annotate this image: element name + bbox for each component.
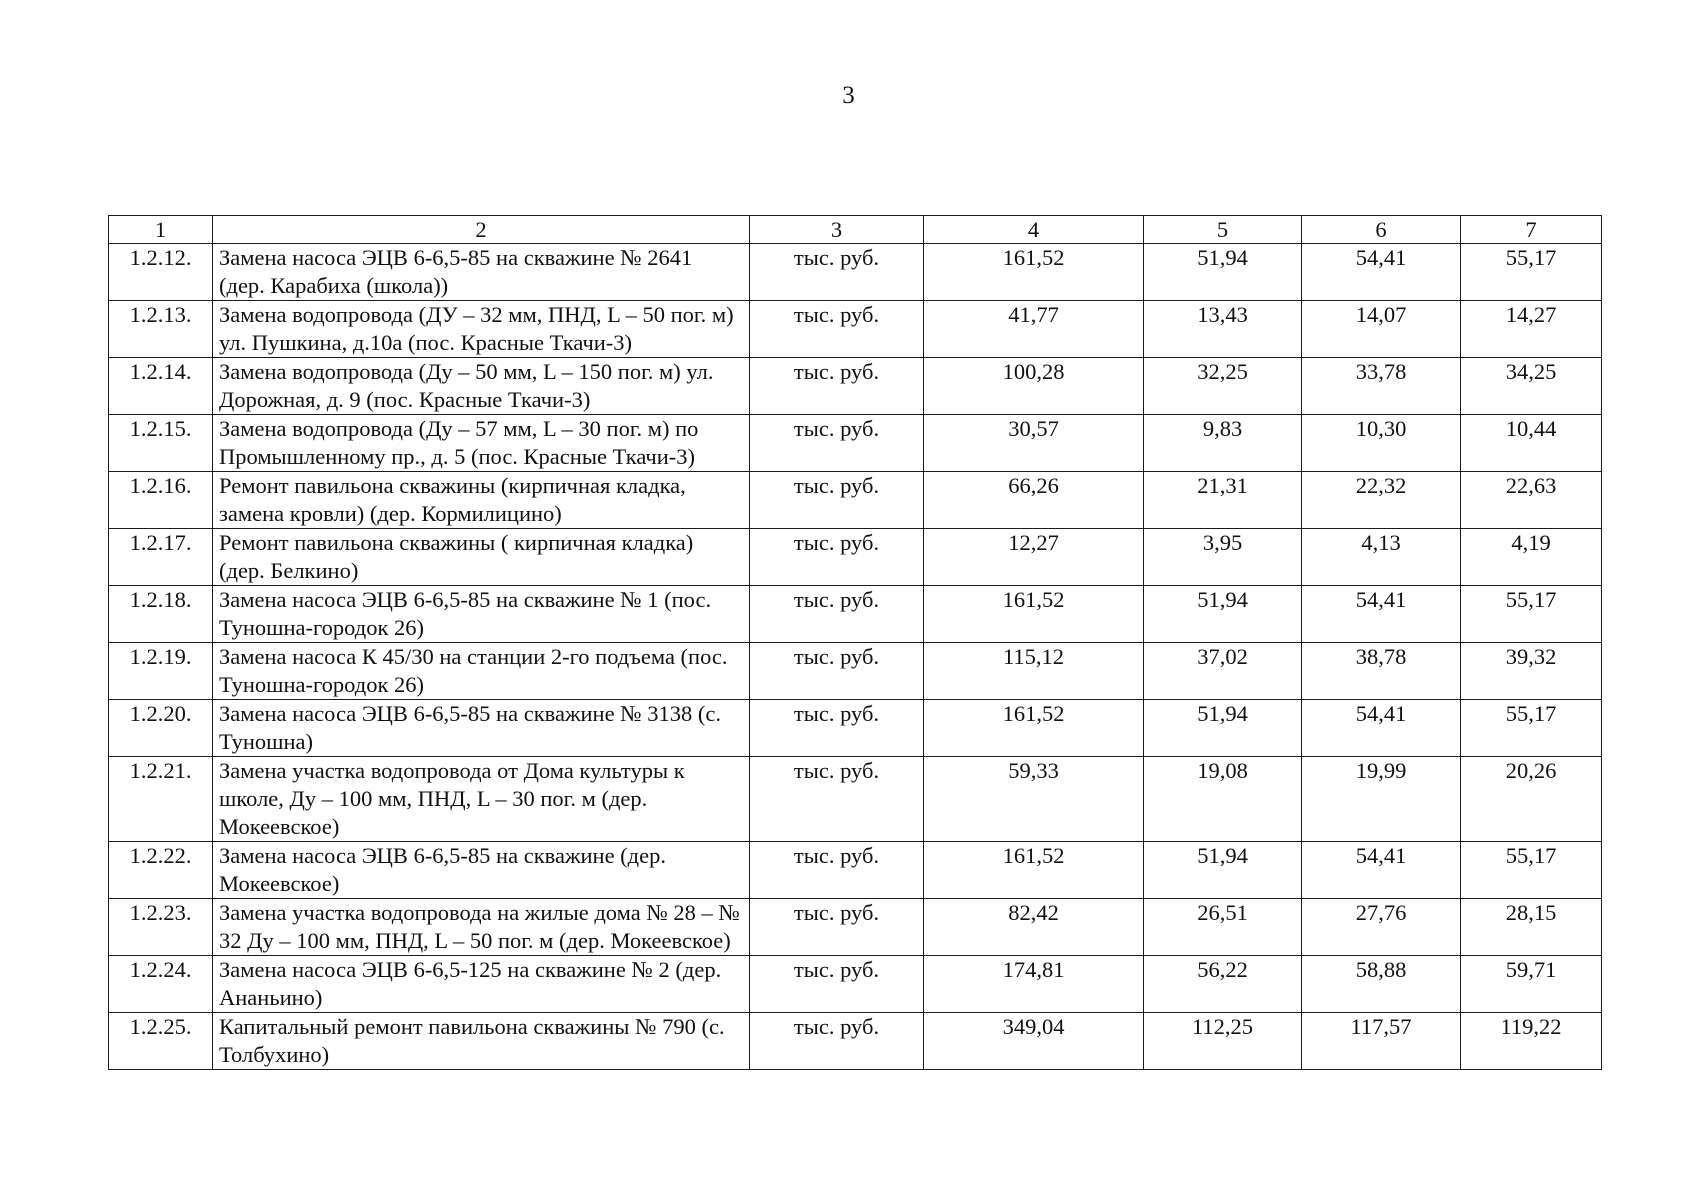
row-number: 1.2.17. xyxy=(109,529,213,586)
value-col-4: 66,26 xyxy=(924,472,1144,529)
unit-of-measure: тыс. руб. xyxy=(750,301,924,358)
column-header: 4 xyxy=(924,216,1144,244)
value-col-4: 41,77 xyxy=(924,301,1144,358)
unit-of-measure: тыс. руб. xyxy=(750,586,924,643)
value-col-4: 115,12 xyxy=(924,643,1144,700)
work-description: Замена участка водопровода от Дома культуры к школе, Ду – 100 мм, ПНД, L – 30 пог. м (дер. Мокеевское) xyxy=(213,757,750,842)
row-number: 1.2.20. xyxy=(109,700,213,757)
table-row xyxy=(109,700,1602,757)
table-row xyxy=(109,586,1602,643)
unit-of-measure: тыс. руб. xyxy=(750,643,924,700)
table-header-row xyxy=(109,216,1602,244)
work-description: Ремонт павильона скважины (кирпичная кладка, замена кровли) (дер. Кормилицино) xyxy=(213,472,750,529)
work-description: Замена насоса ЭЦВ 6-6,5-85 на скважине № 2641 (дер. Карабиха (школа)) xyxy=(213,244,750,301)
value-col-4: 174,81 xyxy=(924,956,1144,1013)
work-description: Замена водопровода (Ду – 57 мм, L – 30 пог. м) по Промышленному пр., д. 5 (пос. Красные Ткачи-3) xyxy=(213,415,750,472)
row-number: 1.2.21. xyxy=(109,757,213,842)
value-col-5: 26,51 xyxy=(1144,899,1302,956)
row-number: 1.2.22. xyxy=(109,842,213,899)
row-number: 1.2.12. xyxy=(109,244,213,301)
value-col-5: 9,83 xyxy=(1144,415,1302,472)
work-description: Замена насоса К 45/30 на станции 2-го подъема (пос. Туношна-городок 26) xyxy=(213,643,750,700)
work-description: Замена насоса ЭЦВ 6-6,5-85 на скважине (дер. Мокеевское) xyxy=(213,842,750,899)
row-number: 1.2.24. xyxy=(109,956,213,1013)
unit-of-measure: тыс. руб. xyxy=(750,757,924,842)
value-col-7: 20,26 xyxy=(1461,757,1602,842)
unit-of-measure: тыс. руб. xyxy=(750,700,924,757)
value-col-6: 14,07 xyxy=(1302,301,1461,358)
value-col-7: 22,63 xyxy=(1461,472,1602,529)
column-header: 5 xyxy=(1144,216,1302,244)
value-col-5: 19,08 xyxy=(1144,757,1302,842)
value-col-5: 112,25 xyxy=(1144,1013,1302,1070)
table-row xyxy=(109,358,1602,415)
work-description: Замена водопровода (ДУ – 32 мм, ПНД, L – 50 пог. м) ул. Пушкина, д.10а (пос. Красные Ткачи-3) xyxy=(213,301,750,358)
value-col-5: 37,02 xyxy=(1144,643,1302,700)
work-description: Замена насоса ЭЦВ 6-6,5-125 на скважине № 2 (дер. Ананьино) xyxy=(213,956,750,1013)
value-col-6: 54,41 xyxy=(1302,586,1461,643)
column-header: 3 xyxy=(750,216,924,244)
value-col-6: 33,78 xyxy=(1302,358,1461,415)
value-col-6: 58,88 xyxy=(1302,956,1461,1013)
value-col-7: 39,32 xyxy=(1461,643,1602,700)
value-col-5: 21,31 xyxy=(1144,472,1302,529)
value-col-7: 28,15 xyxy=(1461,899,1602,956)
table-row xyxy=(109,956,1602,1013)
row-number: 1.2.16. xyxy=(109,472,213,529)
unit-of-measure: тыс. руб. xyxy=(750,529,924,586)
value-col-4: 161,52 xyxy=(924,244,1144,301)
page-number: 3 xyxy=(842,82,855,109)
column-header: 2 xyxy=(213,216,750,244)
value-col-5: 51,94 xyxy=(1144,244,1302,301)
value-col-5: 13,43 xyxy=(1144,301,1302,358)
row-number: 1.2.15. xyxy=(109,415,213,472)
value-col-4: 82,42 xyxy=(924,899,1144,956)
value-col-7: 4,19 xyxy=(1461,529,1602,586)
unit-of-measure: тыс. руб. xyxy=(750,899,924,956)
unit-of-measure: тыс. руб. xyxy=(750,842,924,899)
value-col-7: 14,27 xyxy=(1461,301,1602,358)
value-col-5: 51,94 xyxy=(1144,842,1302,899)
column-header: 7 xyxy=(1461,216,1602,244)
work-description: Замена насоса ЭЦВ 6-6,5-85 на скважине № 3138 (с. Туношна) xyxy=(213,700,750,757)
table-row xyxy=(109,415,1602,472)
unit-of-measure: тыс. руб. xyxy=(750,1013,924,1070)
value-col-7: 59,71 xyxy=(1461,956,1602,1013)
row-number: 1.2.25. xyxy=(109,1013,213,1070)
table-row xyxy=(109,301,1602,358)
value-col-4: 349,04 xyxy=(924,1013,1144,1070)
value-col-4: 100,28 xyxy=(924,358,1144,415)
value-col-6: 19,99 xyxy=(1302,757,1461,842)
value-col-4: 161,52 xyxy=(924,842,1144,899)
unit-of-measure: тыс. руб. xyxy=(750,244,924,301)
value-col-7: 34,25 xyxy=(1461,358,1602,415)
value-col-4: 12,27 xyxy=(924,529,1144,586)
table-row xyxy=(109,244,1602,301)
table-row xyxy=(109,472,1602,529)
table-row xyxy=(109,842,1602,899)
value-col-6: 10,30 xyxy=(1302,415,1461,472)
value-col-6: 27,76 xyxy=(1302,899,1461,956)
value-col-6: 54,41 xyxy=(1302,700,1461,757)
table-row xyxy=(109,529,1602,586)
unit-of-measure: тыс. руб. xyxy=(750,358,924,415)
unit-of-measure: тыс. руб. xyxy=(750,415,924,472)
value-col-4: 59,33 xyxy=(924,757,1144,842)
value-col-6: 38,78 xyxy=(1302,643,1461,700)
work-description: Капитальный ремонт павильона скважины № 790 (с. Толбухино) xyxy=(213,1013,750,1070)
value-col-5: 51,94 xyxy=(1144,586,1302,643)
column-header: 6 xyxy=(1302,216,1461,244)
value-col-6: 54,41 xyxy=(1302,244,1461,301)
table-row xyxy=(109,643,1602,700)
work-description: Замена водопровода (Ду – 50 мм, L – 150 пог. м) ул. Дорожная, д. 9 (пос. Красные Ткачи-3) xyxy=(213,358,750,415)
row-number: 1.2.23. xyxy=(109,899,213,956)
value-col-6: 4,13 xyxy=(1302,529,1461,586)
row-number: 1.2.13. xyxy=(109,301,213,358)
value-col-4: 161,52 xyxy=(924,700,1144,757)
row-number: 1.2.19. xyxy=(109,643,213,700)
value-col-5: 32,25 xyxy=(1144,358,1302,415)
value-col-4: 161,52 xyxy=(924,586,1144,643)
row-number: 1.2.14. xyxy=(109,358,213,415)
work-description: Ремонт павильона скважины ( кирпичная кладка) (дер. Белкино) xyxy=(213,529,750,586)
value-col-7: 55,17 xyxy=(1461,842,1602,899)
unit-of-measure: тыс. руб. xyxy=(750,472,924,529)
unit-of-measure: тыс. руб. xyxy=(750,956,924,1013)
work-description: Замена насоса ЭЦВ 6-6,5-85 на скважине № 1 (пос. Туношна-городок 26) xyxy=(213,586,750,643)
value-col-7: 10,44 xyxy=(1461,415,1602,472)
value-col-7: 55,17 xyxy=(1461,244,1602,301)
value-col-4: 30,57 xyxy=(924,415,1144,472)
table-row xyxy=(109,757,1602,842)
value-col-7: 119,22 xyxy=(1461,1013,1602,1070)
value-col-5: 3,95 xyxy=(1144,529,1302,586)
value-col-6: 117,57 xyxy=(1302,1013,1461,1070)
value-col-7: 55,17 xyxy=(1461,700,1602,757)
budget-table xyxy=(108,215,1602,1070)
column-header: 1 xyxy=(109,216,213,244)
value-col-5: 56,22 xyxy=(1144,956,1302,1013)
row-number: 1.2.18. xyxy=(109,586,213,643)
value-col-6: 54,41 xyxy=(1302,842,1461,899)
table-row xyxy=(109,1013,1602,1070)
value-col-5: 51,94 xyxy=(1144,700,1302,757)
value-col-7: 55,17 xyxy=(1461,586,1602,643)
work-description: Замена участка водопровода на жилые дома № 28 – № 32 Ду – 100 мм, ПНД, L – 50 пог. м (дер. Мокеевское) xyxy=(213,899,750,956)
value-col-6: 22,32 xyxy=(1302,472,1461,529)
table-row xyxy=(109,899,1602,956)
